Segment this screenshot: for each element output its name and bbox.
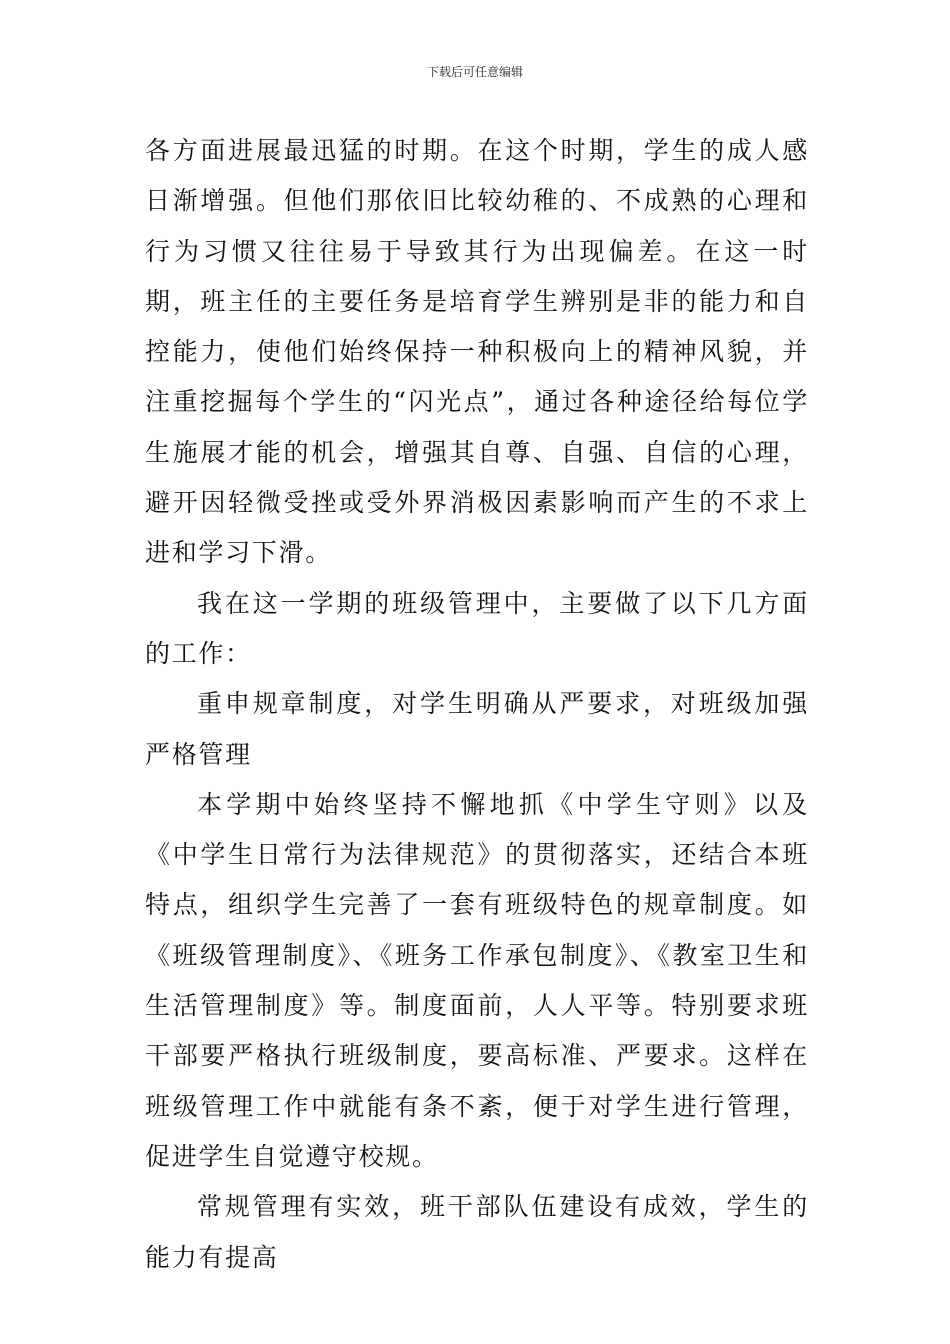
paragraph-intro-work: 我在这一学期的班级管理中，主要做了以下几方面的工作：	[145, 588, 809, 668]
document-body	[145, 126, 809, 1283]
section-heading-rules: 重申规章制度，对学生明确从严要求，对班级加强严格管理	[145, 689, 809, 769]
paragraph-continuation: 各方面进展最迅猛的时期。在这个时期，学生的成人感日渐增强。但他们那依旧比较幼稚的、不成熟的心理和行为习惯又往往易于导致其行为出现偏差。在这一时期，班主任的主要任务是培育学生辨别是非的能力和自控能力，使他们始终保持一种积极向上的精神风貌，并注重挖掘每个学生的“闪光点”，通过各种途径给每位学生施展才能的机会，增强其自尊、自强、自信的心理，避开因轻微受挫或受外界消极因素影响而产生的不求上进和学习下滑。	[145, 136, 809, 568]
section-heading-routine: 常规管理有实效，班干部队伍建设有成效，学生的能力有提高	[145, 1192, 809, 1272]
page-header: 下载后可任意编辑	[426, 65, 523, 79]
paragraph-rules-detail: 本学期中始终坚持不懈地抓《中学生守则》以及《中学生日常行为法律规范》的贯彻落实，还结合本班特点，组织学生完善了一套有班级特色的规章制度。如《班级管理制度》、《班务工作承包制度》、《教室卫生和生活管理制度》等。制度面前，人人平等。特别要求班干部要严格执行班级制度，要高标准、严要求。这样在班级管理工作中就能有条不紊，便于对学生进行管理，促进学生自觉遵守校规。	[145, 789, 809, 1171]
